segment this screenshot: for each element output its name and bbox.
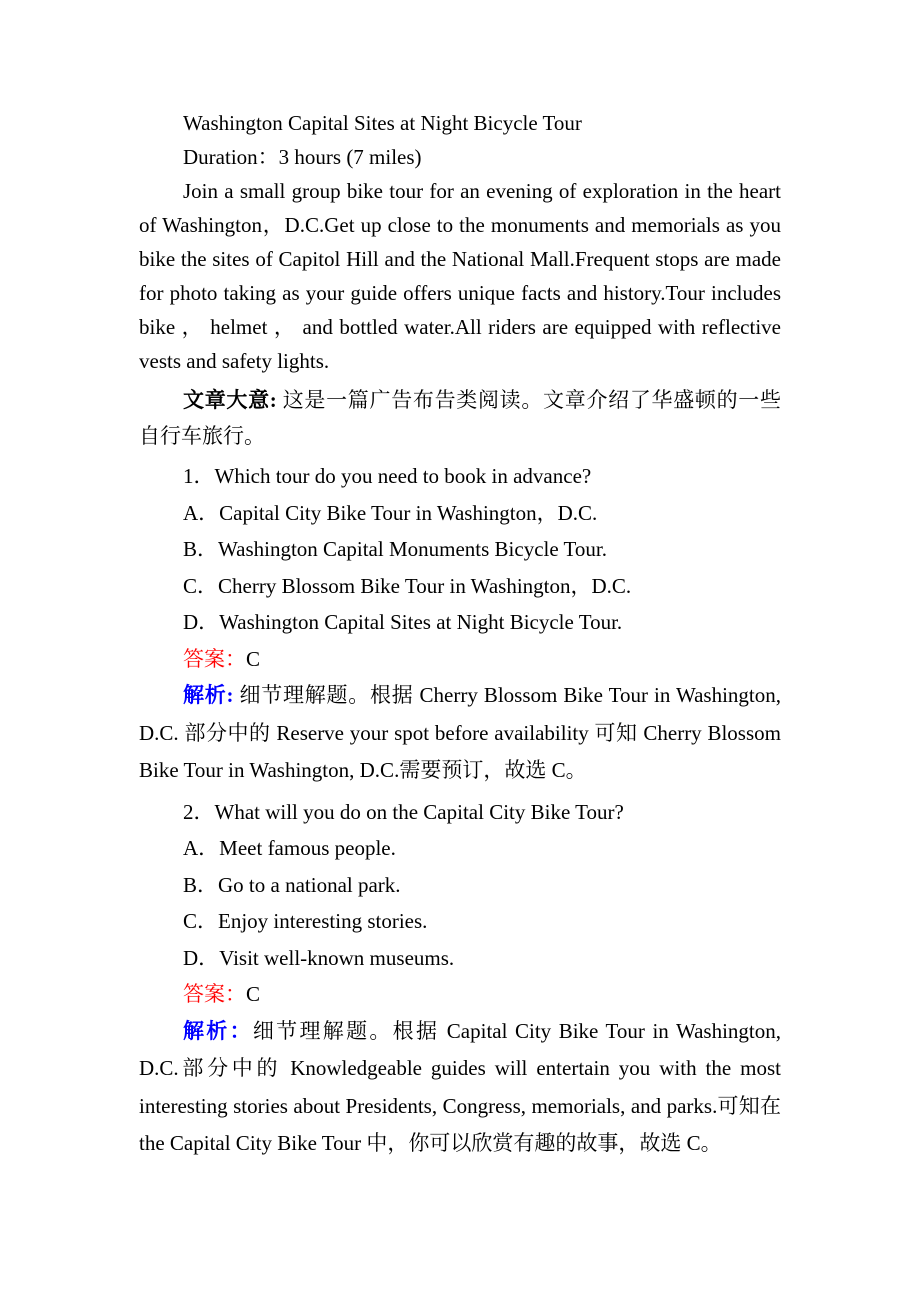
question-2-option-d: D．Visit well-known museums. [183, 945, 455, 970]
question-1-stem: 1．Which tour do you need to book in advance? [183, 464, 592, 488]
answer-label: 答案： [183, 982, 246, 1006]
summary-text: 这是一篇广告布告类阅读。文章介绍了华盛顿的一些自行车旅行。 [139, 388, 782, 448]
question-1-option-d: D．Washington Capital Sites at Night Bicycle Tour. [183, 610, 623, 634]
question-1-option-c: C．Cherry Blossom Bike Tour in Washington，D.C. [183, 573, 632, 598]
question-2-stem: 2．What will you do on the Capital City Bike Tour? [183, 799, 624, 824]
question-1-option-a: A．Capital City Bike Tour in Washington，D.C. [183, 500, 598, 525]
question-1-option-b: B．Washington Capital Monuments Bicycle Tour. [183, 537, 607, 561]
document-page [139, 106, 781, 1163]
summary-paragraph [139, 382, 781, 454]
passage-title: Washington Capital Sites at Night Bicycle Tour [183, 111, 582, 135]
analysis-text: 细节理解题。根据 Capital City Bike Tour in Washington, D.C.部分中的 Knowledgeable guides will entertain you with the most interesting stories about Presidents, Congress, memorials, and parks.可知在 the Capital City Bike Tour 中，你可以欣赏有趣的故事，故选 C。 [139, 1018, 781, 1155]
passage-body: Join a small group bike tour for an evening of exploration in the heart of Washington，D.C.Get up close to the monuments and memorials as you bike the sites of Capitol Hill and the National Mall.Frequent stops are made for photo taking as your guide offers unique facts and history.Tour includes bike ， helmet ， and bottled water.All riders are equipped with reflective vests and safety lights. [139, 179, 781, 373]
question-1-analysis [139, 677, 781, 790]
question-2-option-a: A．Meet famous people. [183, 836, 396, 860]
analysis-text: 细节理解题。根据 Cherry Blossom Bike Tour in Washington, D.C. 部分中的 Reserve your spot before availability 可知 Cherry Blossom Bike Tour in Washington, D.C.需要预订，故选 C。 [139, 683, 781, 782]
question-2-option-c: C．Enjoy interesting stories. [183, 909, 428, 933]
question-2-option-b: B．Go to a national park. [183, 872, 401, 897]
answer-value: C [246, 982, 261, 1006]
question-2-analysis [139, 1013, 781, 1163]
question-1-answer [139, 641, 781, 678]
answer-value: C [246, 646, 261, 671]
analysis-label: 解析： [183, 1018, 253, 1043]
summary-label: 文章大意: [183, 388, 277, 412]
answer-label: 答案： [183, 646, 246, 671]
analysis-label: 解析: [183, 683, 234, 707]
passage-duration: Duration：3 hours (7 miles) [183, 145, 422, 169]
question-2-answer [139, 976, 781, 1013]
